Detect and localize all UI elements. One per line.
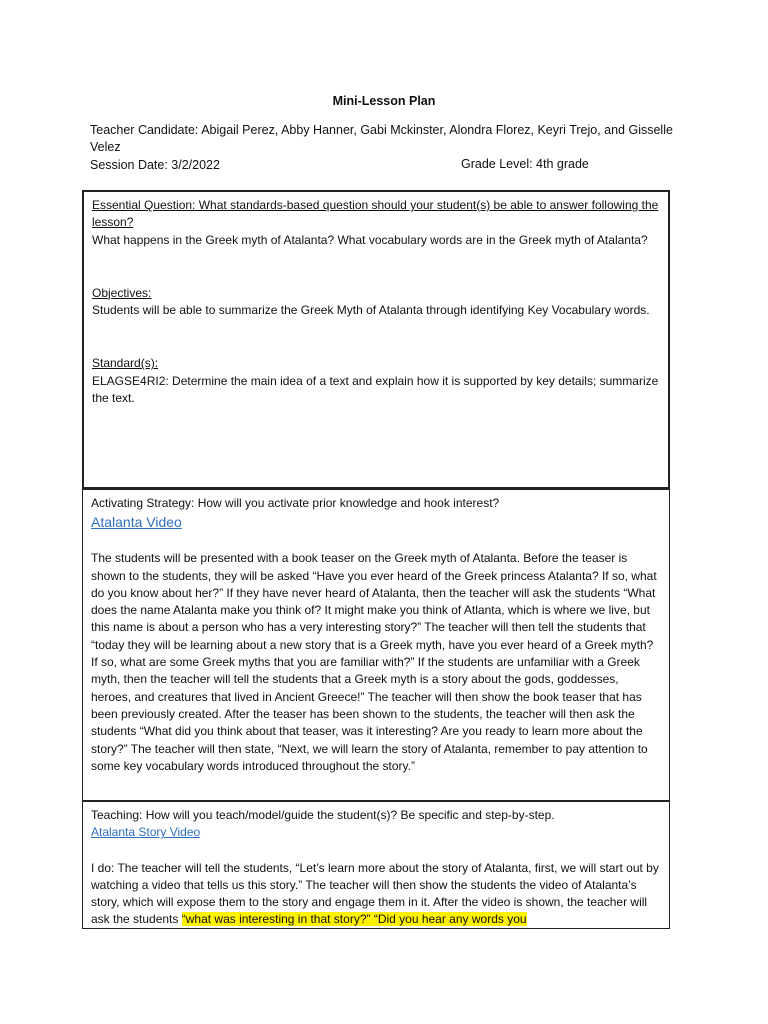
atalanta-video-link[interactable]: Atalanta Video	[91, 514, 182, 531]
standards-text: ELAGSE4RI2: Determine the main idea of a text and explain how it is supported by key details; summarize the text.	[92, 373, 659, 406]
standards-label: Standard(s):	[92, 356, 159, 371]
teaching-body-text: I do: The teacher will tell the students, “Let’s learn more about the story of Atalanta, first, we will start out by watching a video that tells us this story.” The teacher will then show the students the video of Atalanta’s story, which will expose them to the story and engage them in it. After the video is shown, the teacher will ask the students	[91, 860, 659, 927]
page-title: Mini-Lesson Plan	[332, 94, 436, 108]
essential-question-box	[82, 190, 670, 489]
objectives-label: Objectives:	[92, 285, 152, 300]
activating-strategy-body: The students will be presented with a book teaser on the Greek myth of Atalanta. Before the teaser is shown to the students, they will be asked “Have you ever heard of the Greek princess Atalanta? If so, what do you know about her?” If they have never heard of Atalanta, then the teacher will ask the students “What does the name Atalanta make you think of? It might make you think of Atlanta, which is where we live, but this name is about a person who has a very interesting story?” The teacher will then tell the students that “today they will be learning about a new story that is a Greek myth, have you ever heard of a Greek myth? If so, what are some Greek myths that you are familiar with?” If the students are unfamiliar with a Greek myth, then the teacher will tell the students that a Greek myth is a story about the gods, goddesses, heroes, and creatures that lived in Ancient Greece!” The teacher will then show the book teaser that has been previously created. After the teaser has been shown to the students, the teacher will then ask the students “What did you think about that teaser, was it interesting? Are you ready to learn more about the story?” The teacher will then state, “Next, we will learn the story of Atalanta, remember to pay attention to some key vocabulary words introduced throughout the story.”	[91, 551, 657, 773]
activating-strategy-heading: Activating Strategy: How will you activate prior knowledge and hook interest?	[91, 496, 500, 510]
teaching-heading: Teaching: How will you teach/model/guide the student(s)? Be specific and step-by-step.	[91, 808, 555, 822]
teacher-candidate: Teacher Candidate: Abigail Perez, Abby Hanner, Gabi Mckinster, Alondra Florez, Keyri Trejo, and Gisselle Velez	[90, 123, 673, 154]
objectives-text: Students will be able to summarize the Greek Myth of Atalanta through identifying Key Vocabulary words.	[92, 303, 650, 318]
grade-level: Grade Level: 4th grade	[461, 157, 589, 171]
essential-question-label: Essential Question:	[92, 198, 196, 212]
highlighted-question: “what was interesting in that story?” “Did you hear any words you	[181, 912, 527, 927]
teaching-box	[82, 801, 670, 929]
teaching-body	[91, 860, 661, 929]
essential-question-answer: What happens in the Greek myth of Atalanta? What vocabulary words are in the Greek myth of Atalanta?	[92, 232, 648, 247]
essential-question-prompt: What standards-based question should your student(s) be able to answer following the lesson?	[92, 198, 659, 230]
atalanta-story-video-link[interactable]: Atalanta Story Video	[91, 825, 201, 840]
activating-strategy-box	[82, 489, 670, 801]
session-date: Session Date: 3/2/2022	[90, 158, 220, 172]
essential-question-heading	[92, 197, 660, 232]
